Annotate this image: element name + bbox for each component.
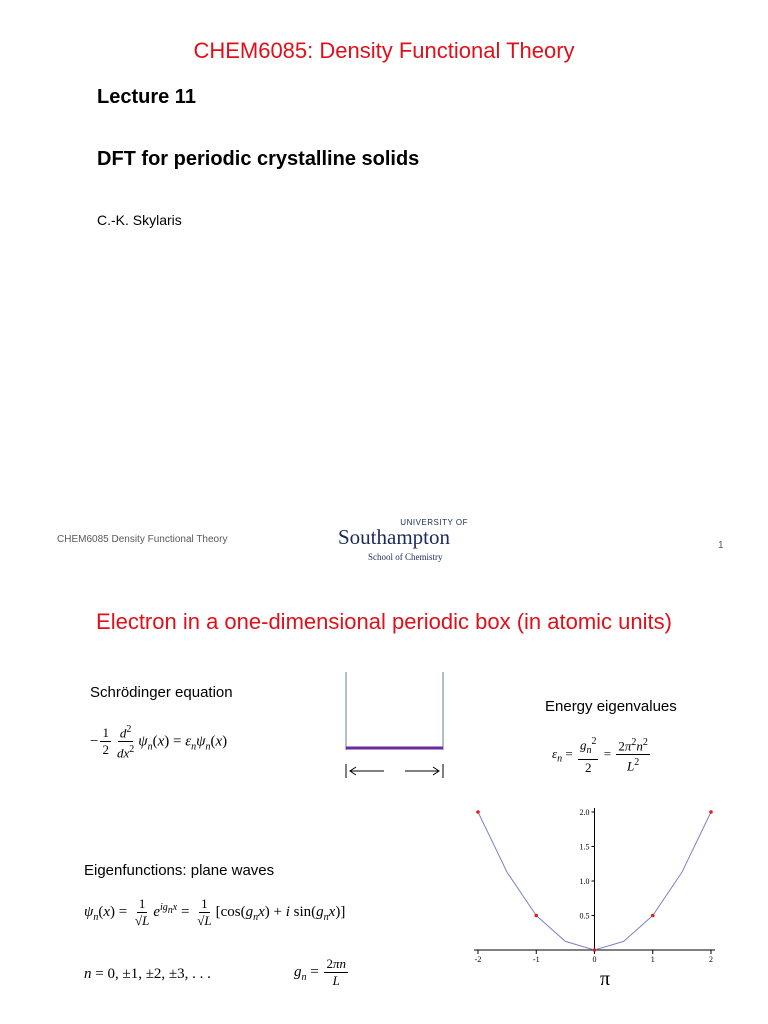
y-tick-label: 0.5 xyxy=(579,911,590,921)
x-tick-label: 1 xyxy=(650,955,655,964)
periodic-box-diagram xyxy=(340,670,450,785)
logo-main-text: Southampton xyxy=(338,525,451,549)
schrodinger-equation: − $\frac{1}{2}$ $\frac{d^2}{dx^2}$ $\psi_n(x) = \varepsilon_n\psi_n(x)$ xyxy=(90,724,228,761)
x-tick-label: -1 xyxy=(532,955,540,964)
quantum-number-values: n = 0, ±1, ±2, ±3, . . . xyxy=(84,966,211,982)
eigenfunctions-label: Eigenfunctions: plane waves xyxy=(84,862,275,879)
data-point xyxy=(709,810,713,814)
lecture-number: Lecture 11 xyxy=(97,86,196,108)
data-point xyxy=(651,914,655,918)
data-point xyxy=(476,810,480,814)
dispersion-chart xyxy=(462,800,724,972)
y-tick-label: 2.0 xyxy=(579,808,590,817)
y-tick-label: 1.0 xyxy=(579,877,590,886)
schrodinger-label: Schrödinger equation xyxy=(90,684,233,701)
logo-small-text: UNIVERSITY OF xyxy=(400,518,468,527)
data-point xyxy=(534,914,538,918)
data-point xyxy=(593,948,597,952)
pi-label: π xyxy=(600,968,611,990)
x-tick-label: -2 xyxy=(474,955,482,964)
logo-sub-text: School of Chemistry xyxy=(368,552,443,562)
slide2-title: Electron in a one-dimensional periodic box (in atomic units) xyxy=(96,609,672,634)
lecture-subtitle: DFT for periodic crystalline solids xyxy=(97,148,420,170)
footer-course: CHEM6085 Density Functional Theory xyxy=(57,534,228,545)
energy-label: Energy eigenvalues xyxy=(545,698,677,715)
y-tick-label: 1.5 xyxy=(579,842,590,852)
page-number: 1 xyxy=(718,540,724,551)
plane-wave-equation: $\psi_n(x)$ = $\frac{1}{√L}$ $e^{ig_nx}$ = $\frac{1}{√L}$ [$\cos(g_nx) + i$ $\sin(g_nx)$] xyxy=(84,896,346,928)
slide1-title: CHEM6085: Density Functional Theory xyxy=(193,38,575,63)
author: C.-K. Skylaris xyxy=(97,212,182,228)
x-tick-label: 0 xyxy=(592,955,597,964)
university-logo xyxy=(338,518,470,566)
x-tick-label: 2 xyxy=(709,955,713,964)
wavevector-equation: $g_n$ = $\frac{2\pi n}{L}$ xyxy=(294,956,346,988)
energy-equation: $\varepsilon_n$ = $\frac{g_n^2}{2}$ = $\frac{2\pi^2n^2}{L^2}$ xyxy=(552,736,648,775)
